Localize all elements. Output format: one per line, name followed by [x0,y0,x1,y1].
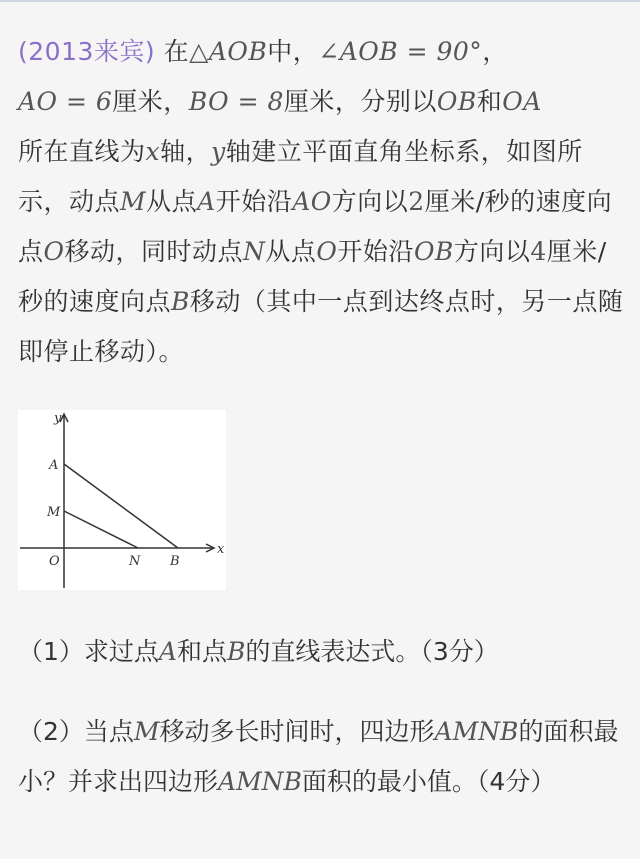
problem-statement [18,27,624,377]
math-M: M [120,187,147,216]
q1-math-B: B [226,637,246,666]
label-y: y [54,411,62,426]
q2-mid2: 的面积最小？并求出四边形 [18,717,619,796]
math-A: A [197,187,216,216]
math-N: N [243,237,266,266]
text-start: 开始沿 [215,187,293,216]
text-move-same: 移动，同时动点 [64,237,244,266]
math-ao: AO = 6 [18,87,113,116]
text-dir2: 方向以 [453,237,531,266]
q1-suffix: 的直线表达式。（3分） [245,637,499,666]
coordinate-figure [18,410,226,590]
math-speed2: 4 [530,237,547,266]
text-from: 从点 [146,187,198,216]
text-axes2: 轴， [160,137,212,166]
text-start2: 开始沿 [337,237,414,266]
math-bo: BO = 8 [188,87,284,116]
label-A: A [49,458,59,473]
q2-math-M: M [133,717,160,746]
q1-math-A: A [158,637,177,666]
text-end: 移动（其中一点到达终点时，另一点随即停止移动）。 [18,287,624,366]
math-x: x [145,137,161,166]
q2-mid: 移动多长时间时，四边形 [159,717,435,746]
math-AO: AO [292,187,332,216]
math-ob: OB [436,87,477,116]
text-speed-unit1: 厘米/秒的速度向点 [18,187,613,266]
text-unit1: 厘米， [112,87,189,116]
text-dir1: 方向以 [331,187,409,216]
q2-prefix: （2）当点 [18,717,134,746]
label-O: O [49,554,60,569]
text-from2: 从点 [265,237,317,266]
text-axes3: 轴建立平面直角坐标系，如图所示，动点 [18,137,583,216]
text-comma: ， [482,37,508,66]
text-in: 中， [267,37,319,66]
label-B: B [170,554,180,569]
math-O2: O [316,237,338,266]
question-1 [18,627,624,677]
q1-and: 和点 [176,637,227,666]
math-B: B [171,287,190,316]
math-speed1: 2 [408,187,425,216]
q2-math-quad1: AMNB [434,717,519,746]
label-x: x [217,542,225,557]
text-and: 和 [476,87,503,116]
segment-AB [64,464,178,548]
math-O: O [43,237,65,266]
question-2 [18,707,624,807]
math-y: y [211,137,226,166]
math-triangle: △AOB [189,37,268,66]
math-OB: OB [413,237,454,266]
text-unit2: 厘米，分别以 [283,87,437,116]
segment-MN [64,511,138,548]
math-oa: OA [502,87,542,116]
label-N: N [129,554,141,569]
top-divider [0,0,640,2]
text-axes1: 所在直线为 [18,137,146,166]
label-M: M [47,505,61,520]
figure-svg [18,410,226,590]
text-speed-unit2: 厘米/秒的速度向点 [18,237,607,316]
q2-math-quad2: AMNB [218,767,302,796]
q2-suffix: 面积的最小值。（4分） [301,767,556,796]
problem-source-link[interactable]: (2013来宾) [18,37,156,66]
text-intro: 在 [163,37,190,66]
math-angle: ∠AOB = 90° [318,37,483,66]
q1-prefix: （1）求过点 [18,637,159,666]
